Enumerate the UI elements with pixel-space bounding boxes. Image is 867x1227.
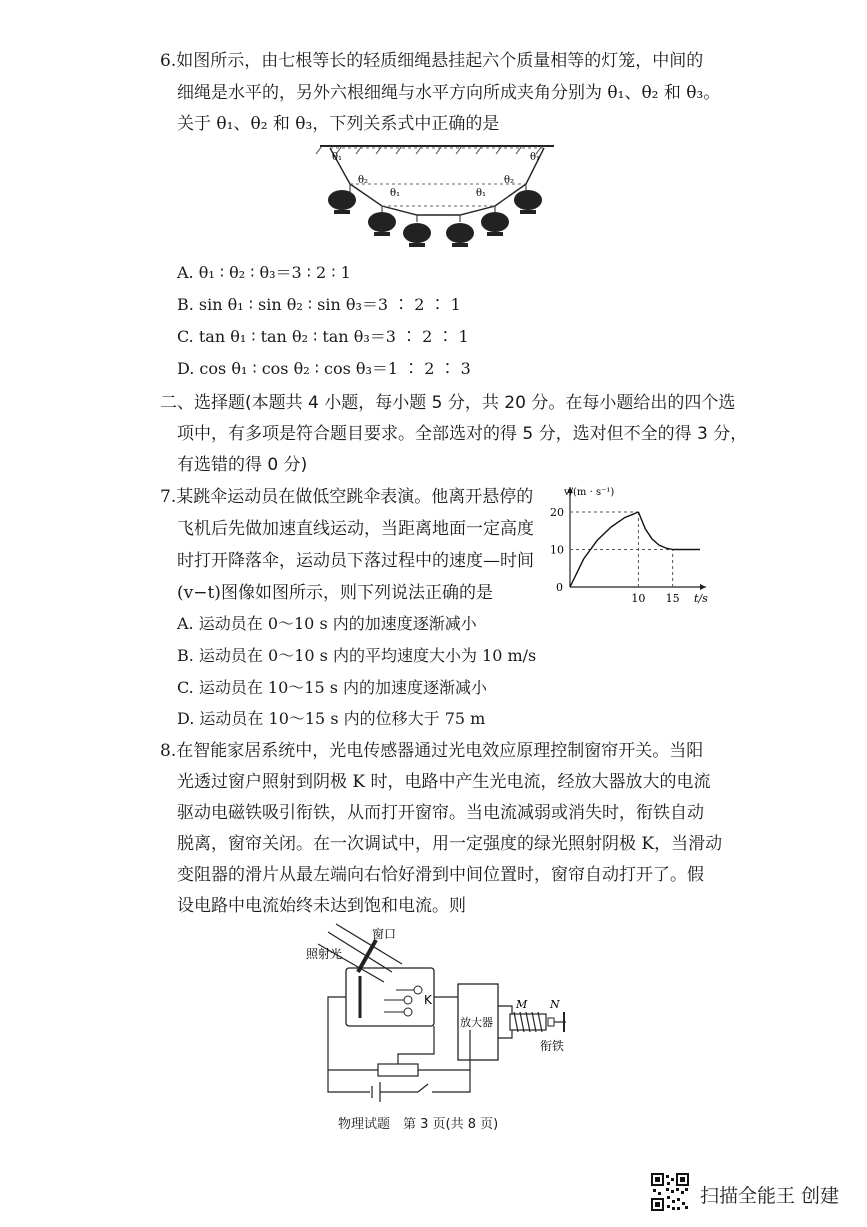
q7-option-d: D. 运动员在 10～15 s 内的位移大于 75 m — [177, 709, 486, 728]
x-axis-arrow — [700, 584, 706, 590]
series-line-1 — [570, 512, 638, 587]
q8-line-3: 驱动电磁铁吸引衔铁，从而打开窗帘。当电流减弱或消失时，衔铁自动 — [177, 803, 704, 823]
q8-line-6: 设电路中电流始终未达到饱和电流。则 — [177, 896, 466, 916]
q7-line-4: (v−t)图像如图所示，则下列说法正确的是 — [177, 583, 493, 603]
circuit-figure — [300, 920, 580, 1110]
origin-label: 0 — [556, 581, 563, 594]
q7-line-1: 7.某跳伞运动员在做低空跳伞表演。他离开悬停的 — [160, 487, 534, 507]
lantern-figure — [312, 140, 562, 250]
light-label: 照射光 — [306, 947, 343, 961]
q7-option-c: C. 运动员在 10～15 s 内的加速度逐渐减小 — [177, 678, 488, 697]
lanterns — [328, 190, 542, 247]
armature-n-label: N — [550, 998, 560, 1011]
q7-line-3: 时打开降落伞，运动员下落过程中的速度—时间 — [177, 551, 534, 571]
q7-line-2: 飞机后先做加速直线运动，当距离地面一定高度 — [177, 519, 534, 539]
q6-option-b: B. sin θ₁ ∶ sin θ₂ ∶ sin θ₃＝3 ∶ 2 ∶ 1 — [177, 295, 461, 314]
theta2-right-label: θ₂ — [504, 175, 515, 186]
theta2-left-label: θ₂ — [358, 175, 369, 186]
window-label: 窗口 — [372, 927, 397, 941]
q6-option-a: A. θ₁ ∶ θ₂ ∶ θ₃＝3 ∶ 2 ∶ 1 — [177, 263, 351, 282]
section2-line-3: 有选错的得 0 分) — [177, 455, 308, 475]
q6-line-2: 细绳是水平的，另外六根细绳与水平方向所成夹角分别为 θ₁、θ₂ 和 θ₃。 — [177, 83, 721, 103]
cathode-label: K — [424, 993, 432, 1007]
window-slit — [358, 940, 376, 972]
theta3-left-label: θ₁ — [390, 188, 401, 199]
q8-line-5: 变阻器的滑片从最左端向右恰好滑到中间位置时，窗帘自动打开了。假 — [177, 865, 704, 885]
theta1-left-label: θ₁ — [332, 152, 343, 163]
q6-line-1: 6.如图所示，由七根等长的轻质细绳悬挂起六个质量相等的灯笼，中间的 — [160, 51, 704, 71]
q7-option-b: B. 运动员在 0～10 s 内的平均速度大小为 10 m/s — [177, 646, 537, 665]
section2-line-1: 二、选择题(本题共 4 小题，每小题 5 分，共 20 分。在每小题给出的四个选 — [160, 393, 736, 413]
section2-line-2: 项中，有多项是符合题目要求。全部选对的得 5 分，选对但不全的得 3 分， — [177, 424, 748, 444]
y-axis-label: v/(m · s⁻¹) — [564, 487, 615, 498]
q6-option-d: D. cos θ₁ ∶ cos θ₂ ∶ cos θ₃＝1 ∶ 2 ∶ 3 — [177, 359, 471, 378]
q7-option-a: A. 运动员在 0～10 s 内的加速度逐渐减小 — [177, 614, 477, 633]
vt-chart — [548, 483, 708, 605]
x-axis-label: t/s — [694, 592, 708, 605]
armature-label: 衔铁 — [540, 1039, 565, 1053]
x-tick-label: 15 — [665, 592, 680, 605]
x-tick-label: 10 — [631, 592, 646, 605]
q8-line-1: 8.在智能家居系统中，光电传感器通过光电效应原理控制窗帘开关。当阳 — [160, 741, 704, 761]
q8-line-2: 光透过窗户照射到阴极 K 时，电路中产生光电流，经放大器放大的电流 — [177, 772, 711, 792]
theta3-right-label: θ₁ — [476, 188, 487, 199]
q6-option-c: C. tan θ₁ ∶ tan θ₂ ∶ tan θ₃＝3 ∶ 2 ∶ 1 — [177, 327, 469, 346]
theta1-right-label: θ₁ — [530, 152, 541, 163]
page-footer: 物理试题 第 3 页(共 8 页) — [338, 1117, 499, 1132]
y-tick-label: 20 — [550, 506, 564, 519]
qr-code-icon — [650, 1172, 690, 1212]
y-tick-label: 10 — [550, 543, 564, 557]
series-line-2 — [638, 512, 672, 550]
q8-line-4: 脱离，窗帘关闭。在一次调试中，用一定强度的绿光照射阴极 K，当滑动 — [177, 834, 723, 854]
watermark-text: 扫描全能王 创建 — [700, 1185, 840, 1207]
amplifier-label: 放大器 — [460, 1016, 493, 1029]
armature-block — [548, 1018, 554, 1026]
q6-line-3: 关于 θ₁、θ₂ 和 θ₃，下列关系式中正确的是 — [177, 114, 500, 134]
magnet-label: M — [516, 998, 528, 1011]
